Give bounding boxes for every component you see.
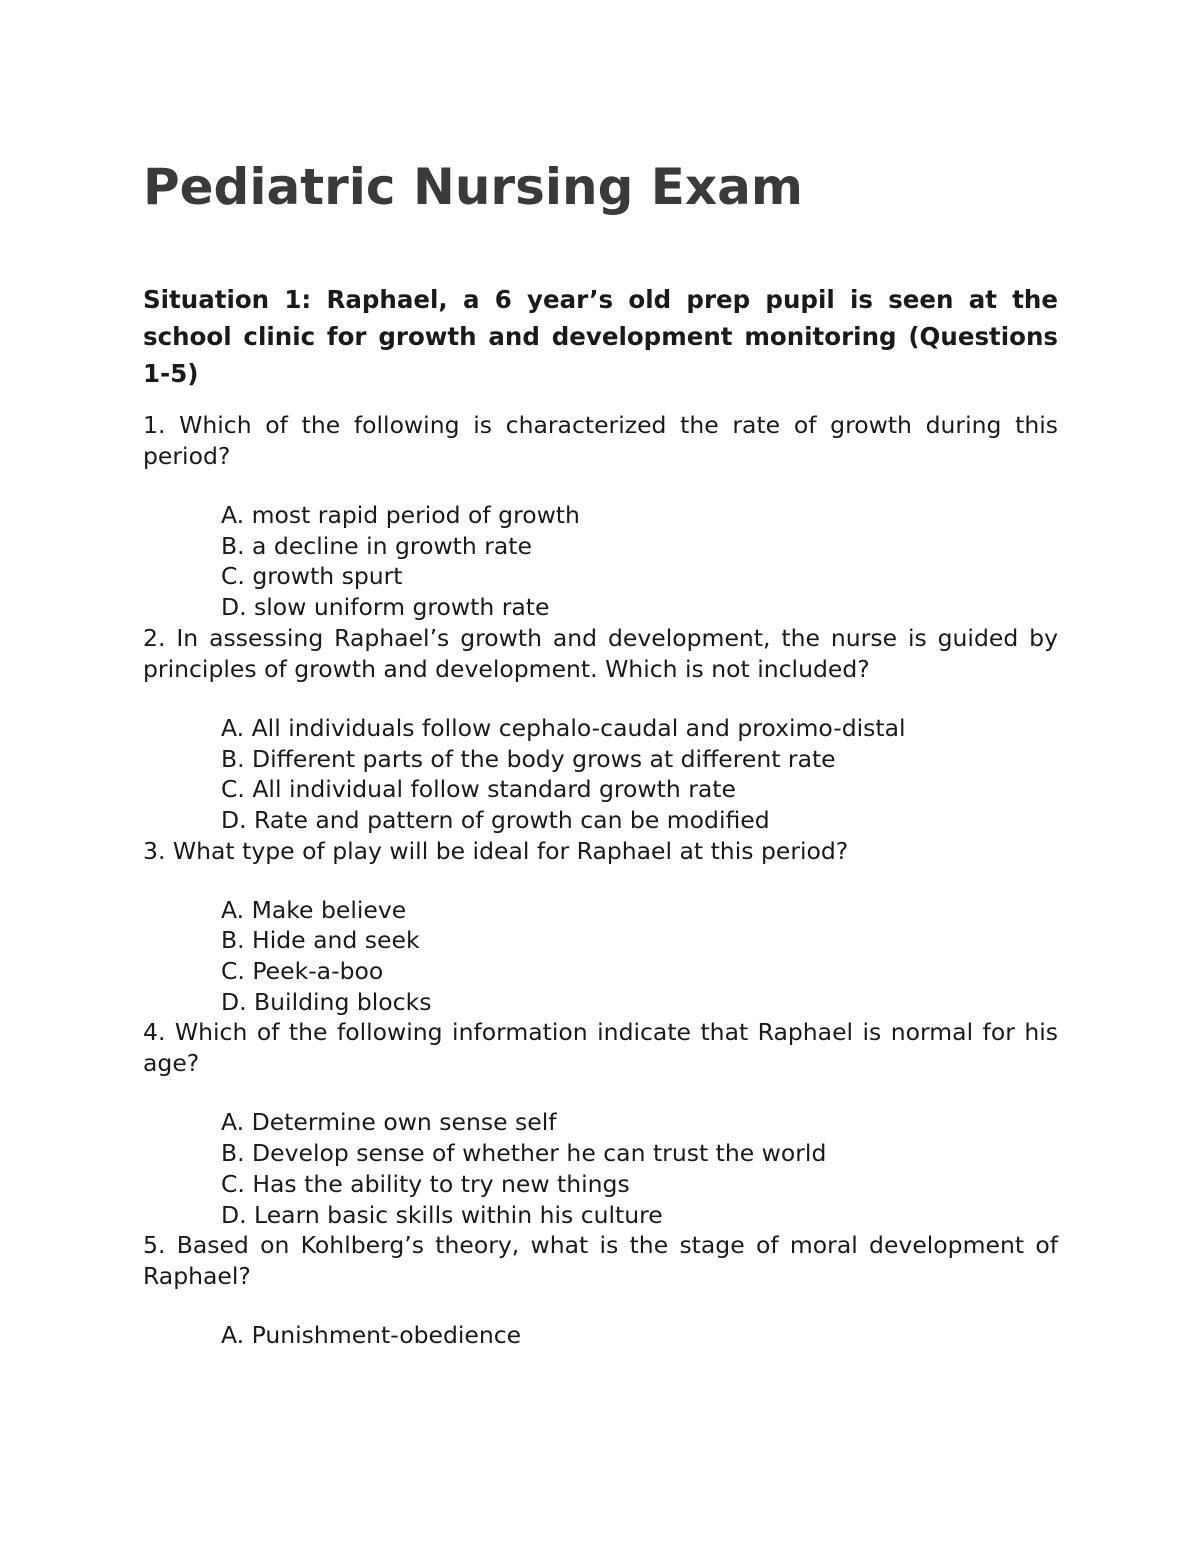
answer-option: D. Learn basic skills within his culture	[221, 1200, 663, 1229]
answer-option: A. Punishment-obedience	[221, 1321, 522, 1350]
answer-options	[143, 713, 1058, 836]
answer-option: B. a decline in growth rate	[221, 531, 532, 560]
question-text: 3. What type of play will be ideal for Raphael at this period?	[143, 836, 849, 865]
answer-option: C. All individual follow standard growth rate	[221, 775, 736, 804]
question-text: 1. Which of the following is characterized the rate of growth during this period?	[143, 411, 1058, 470]
question-item	[143, 1230, 1058, 1351]
answer-option: A. most rapid period of growth	[221, 501, 580, 529]
answer-options	[143, 500, 1058, 623]
answer-option: B. Hide and seek	[221, 926, 420, 955]
answer-option: A. Determine own sense self	[221, 1108, 557, 1137]
answer-option: C. Has the ability to try new things	[221, 1169, 630, 1198]
answer-option: A. All individuals follow cephalo-caudal and proximo-distal	[221, 713, 906, 742]
question-item	[143, 1017, 1058, 1230]
answer-option: A. Make believe	[221, 895, 407, 924]
answer-option: D. slow uniform growth rate	[221, 593, 550, 622]
answer-options	[143, 1107, 1058, 1230]
question-text: 2. In assessing Raphael’s growth and development, the nurse is guided by principles of growth and development. Which is not included?	[143, 623, 1058, 683]
answer-option: C. Peek-a-boo	[221, 957, 384, 986]
answer-options	[143, 895, 1058, 1018]
answer-option: B. Develop sense of whether he can trust the world	[221, 1139, 827, 1168]
document-title: Pediatric Nursing Exam	[143, 158, 804, 216]
answer-option: C. growth spurt	[221, 562, 403, 591]
answer-option: D. Rate and pattern of growth can be modified	[221, 805, 770, 834]
question-item	[143, 836, 1058, 1018]
question-text: 5. Based on Kohlberg’s theory, what is the stage of moral development of Raphael?	[143, 1231, 1058, 1291]
answer-options	[143, 1320, 1058, 1351]
question-list	[143, 410, 1058, 1351]
question-item	[143, 410, 1058, 623]
situation-heading: Situation 1: Raphael, a 6 year’s old prep pupil is seen at the school clinic for growth and development monitoring (Questions 1-5)	[143, 285, 1058, 388]
answer-option: B. Different parts of the body grows at different rate	[221, 744, 836, 773]
question-item	[143, 623, 1058, 836]
answer-option: D. Building blocks	[221, 987, 432, 1016]
question-text: 4. Which of the following information indicate that Raphael is normal for his age?	[143, 1018, 1058, 1078]
